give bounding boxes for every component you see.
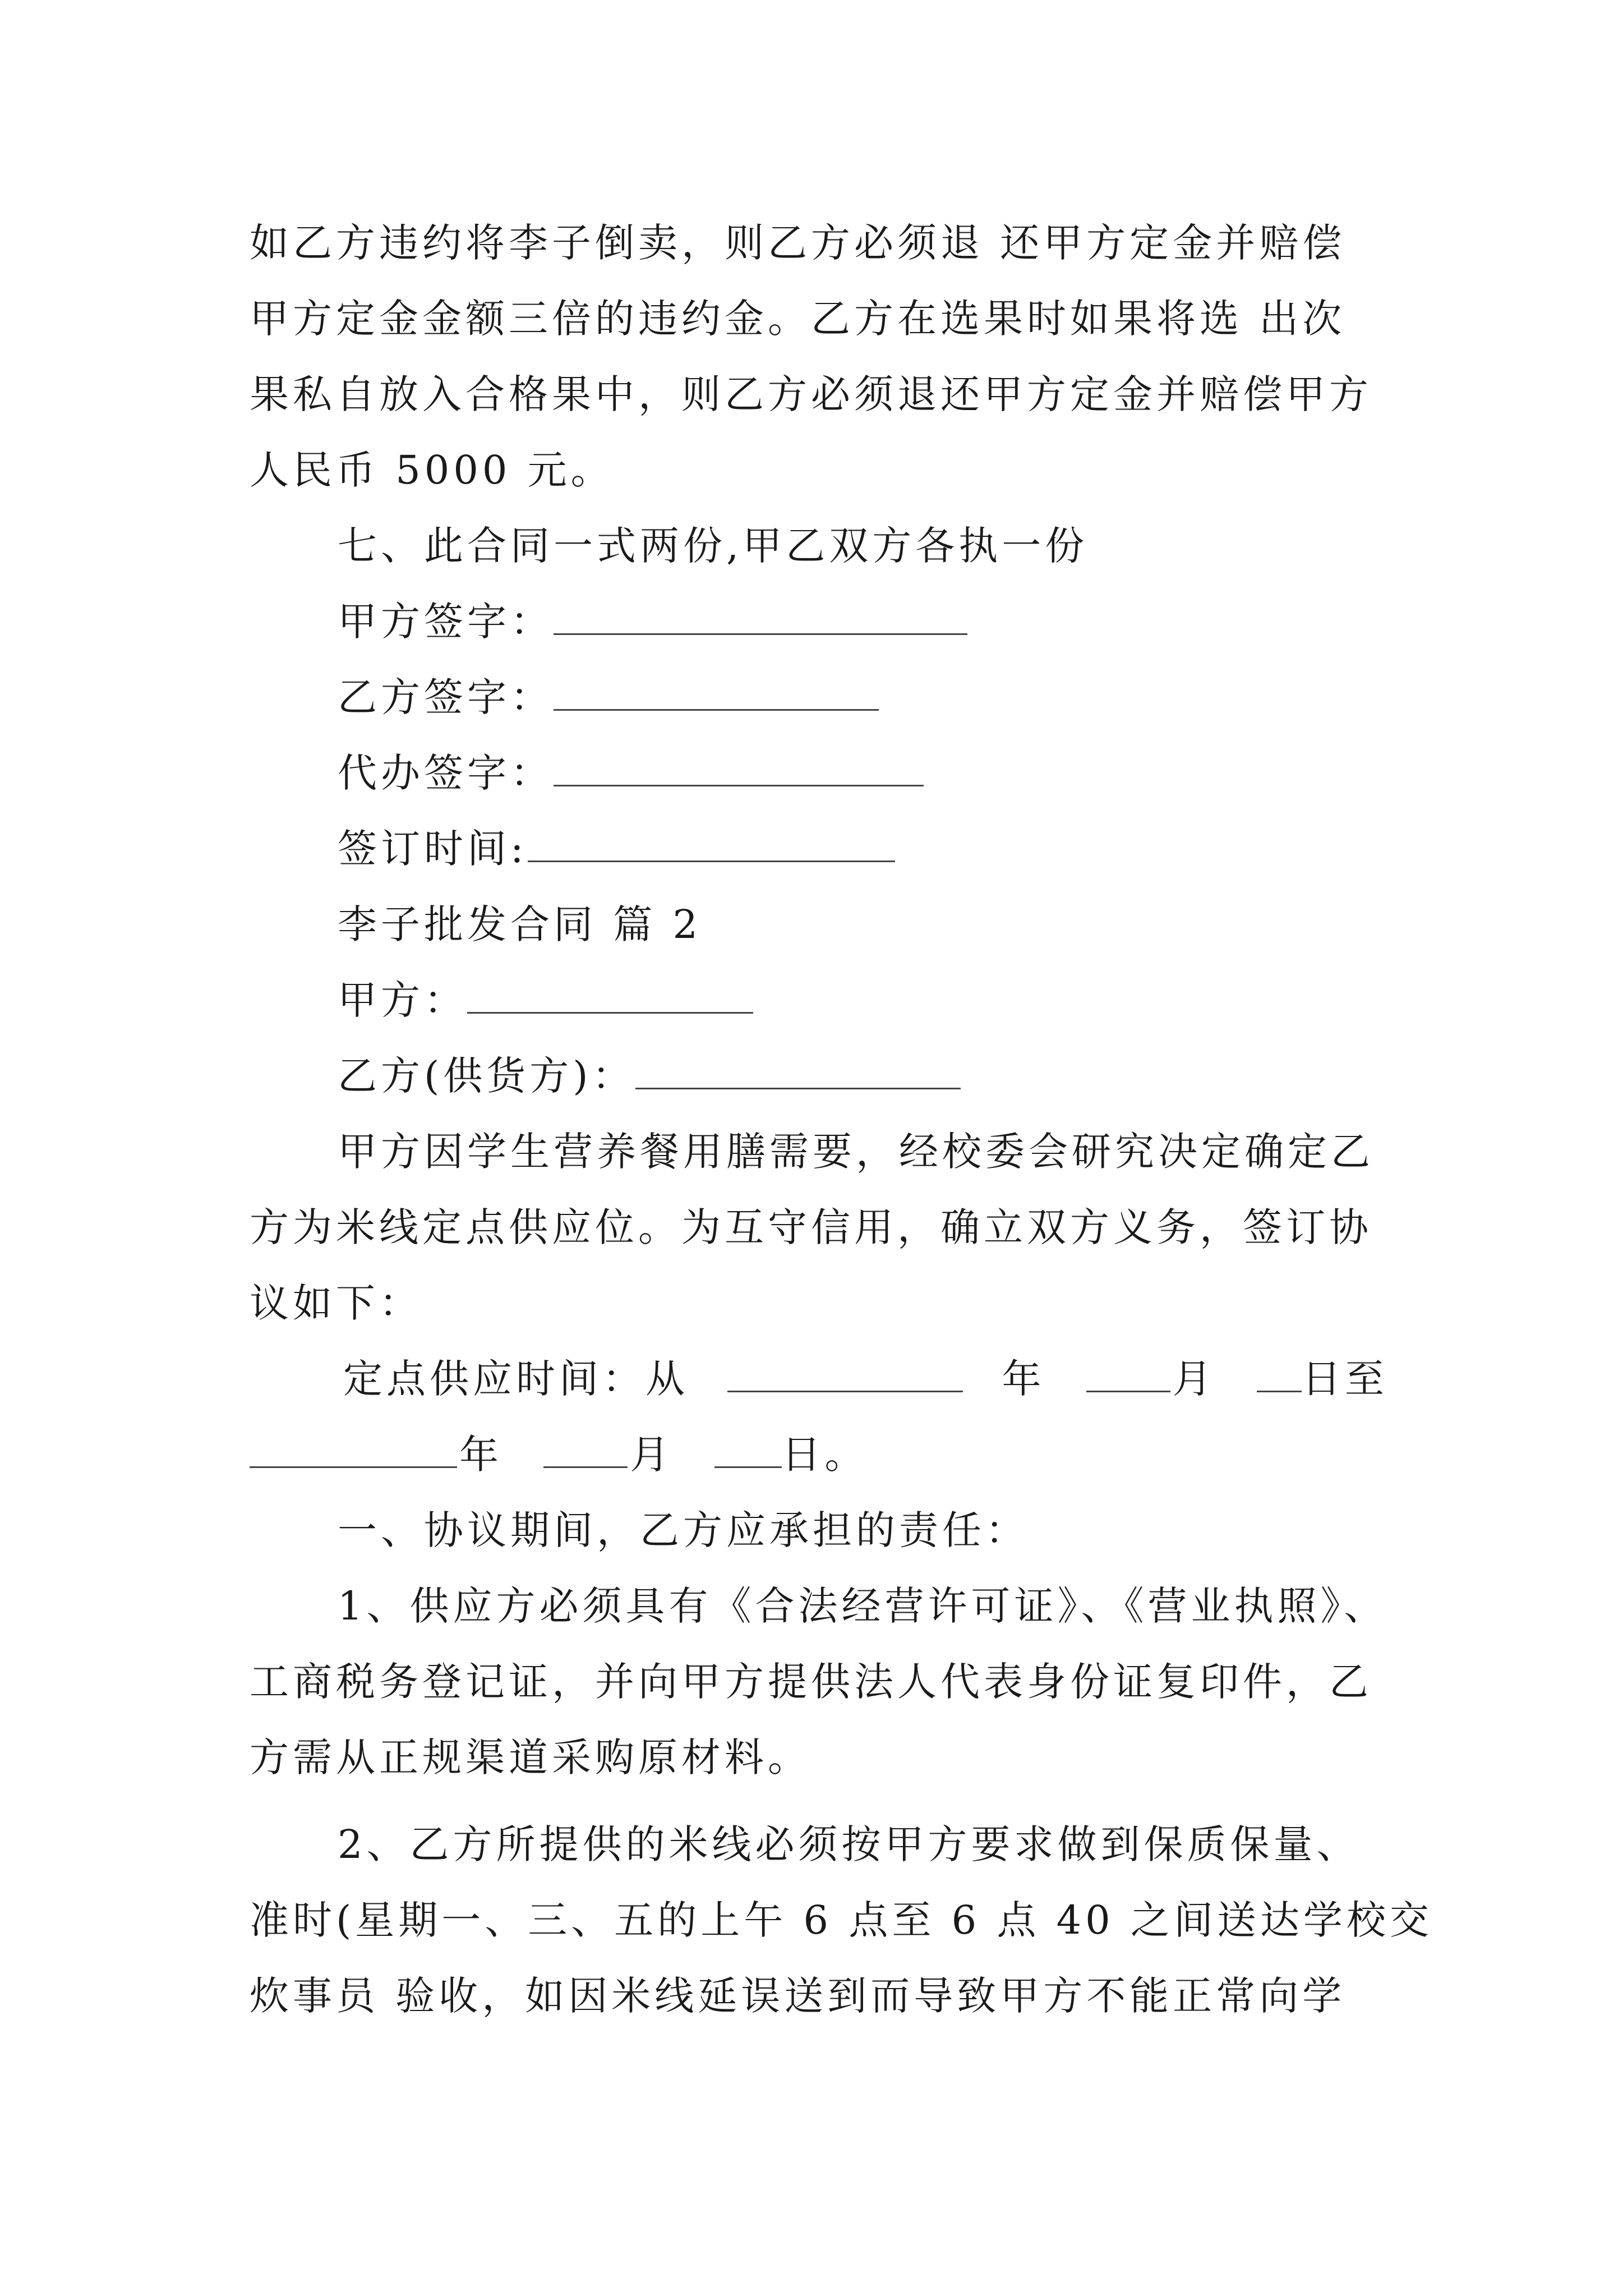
agent-signature-label: 代办签字： — [338, 750, 554, 796]
signing-date-row — [338, 822, 895, 876]
party-a-field[interactable] — [467, 977, 753, 1014]
supply-period-row — [343, 1352, 1388, 1406]
start-month-field[interactable] — [1086, 1356, 1170, 1392]
paragraph-line: 甲方定金金额三倍的违约金。乙方在选果时如果将选 出次 — [250, 296, 1346, 342]
year-label: 年 — [459, 1432, 502, 1478]
supply-end-row — [250, 1428, 868, 1481]
start-year-field[interactable] — [727, 1356, 963, 1392]
paragraph-line: 2、乙方所提供的米线必须按甲方要求做到保质保量、 — [338, 1821, 1360, 1867]
paragraph-line: 炊事员 验收，如因米线延误送到而导致甲方不能正常向学 — [250, 1973, 1346, 2019]
paragraph-line: 如乙方违约将李子倒卖，则乙方必须退 还甲方定金并赔偿 — [250, 220, 1346, 266]
month-label: 月 — [1172, 1356, 1216, 1402]
section-title: 李子批发合同 篇 2 — [338, 901, 702, 947]
paragraph-line: 人民币 5000 元。 — [250, 447, 614, 493]
paragraph-line: 1、供应方必须具有《合法经营许可证》、《营业执照》、 — [338, 1583, 1387, 1629]
agent-signature-field[interactable] — [554, 750, 924, 786]
clause-one-heading: 一、协议期间，乙方应承担的责任： — [338, 1507, 1029, 1553]
agent-signature-row — [338, 746, 924, 800]
end-day-field[interactable] — [714, 1432, 782, 1468]
party-b-signature-row — [338, 670, 879, 724]
party-a-label: 甲方： — [338, 977, 467, 1023]
clause-seven: 七、此合同一式两份,甲乙双方各执一份 — [338, 523, 1089, 569]
paragraph-line: 议如下： — [250, 1280, 422, 1326]
party-b-field[interactable] — [635, 1053, 961, 1089]
signing-date-label: 签订时间: — [338, 826, 528, 872]
end-month-field[interactable] — [543, 1432, 628, 1468]
month-label: 月 — [630, 1432, 674, 1478]
party-b-row — [338, 1049, 961, 1103]
paragraph-line: 果私自放入合格果中，则乙方必须退还甲方定金并赔偿甲方 — [250, 371, 1372, 417]
paragraph-line: 方为米线定点供应位。为互守信用，确立双方义务，签订协 — [250, 1204, 1372, 1250]
end-year-field[interactable] — [250, 1432, 457, 1468]
party-b-signature-label: 乙方签字： — [338, 674, 554, 720]
paragraph-line: 方需从正规渠道采购原材料。 — [250, 1734, 811, 1780]
party-b-label: 乙方(供货方)： — [338, 1053, 635, 1099]
signing-date-field[interactable] — [528, 826, 895, 862]
party-a-signature-field[interactable] — [554, 599, 967, 635]
paragraph-line: 甲方因学生营养餐用膳需要，经校委会研究决定确定乙 — [338, 1129, 1374, 1175]
year-label: 年 — [1002, 1356, 1045, 1402]
paragraph-line: 工商税务登记证，并向甲方提供法人代表身份证复印件，乙 — [250, 1659, 1372, 1705]
party-a-row — [338, 973, 753, 1027]
party-b-signature-field[interactable] — [554, 674, 879, 711]
day-to-label: 日至 — [1302, 1356, 1389, 1402]
supply-period-label: 定点供应时间：从 — [343, 1356, 689, 1402]
paragraph-line: 准时(星期一、三、五的上午 6 点至 6 点 40 之间送达学校交 — [250, 1897, 1433, 1943]
day-end-label: 日。 — [781, 1432, 868, 1478]
start-day-field[interactable] — [1257, 1356, 1302, 1392]
party-a-signature-row — [338, 595, 967, 648]
party-a-signature-label: 甲方签字： — [338, 599, 554, 645]
